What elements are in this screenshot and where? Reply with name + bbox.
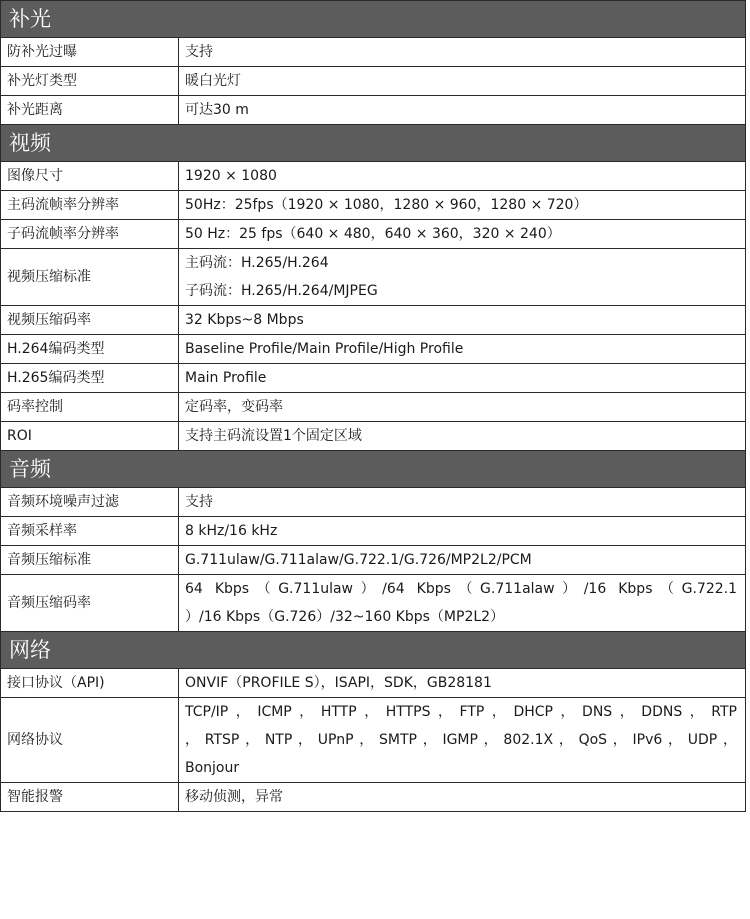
spec-row (1, 96, 746, 125)
spec-value-line: 64 Kbps（G.711ulaw）/64 Kbps（G.711alaw）/16 Kbps（G.722.1 (185, 581, 737, 597)
spec-table-body (1, 1, 746, 812)
spec-label: 音频压缩标准 (1, 546, 179, 575)
spec-value (179, 220, 746, 249)
spec-value-line: G.711ulaw/G.711alaw/G.722.1/G.726/MP2L2/PCM (185, 552, 532, 568)
spec-value (179, 67, 746, 96)
spec-label: H.265编码类型 (1, 364, 179, 393)
spec-value (179, 38, 746, 67)
spec-label: 防补光过曝 (1, 38, 179, 67)
spec-value (179, 96, 746, 125)
spec-value-line: 支持 (185, 44, 213, 60)
spec-label: ROI (1, 422, 179, 451)
spec-value (179, 335, 746, 364)
spec-value (179, 249, 746, 306)
section-header (1, 451, 746, 488)
spec-label: H.264编码类型 (1, 335, 179, 364)
spec-label: 主码流帧率分辨率 (1, 191, 179, 220)
spec-row (1, 191, 746, 220)
spec-label: 补光距离 (1, 96, 179, 125)
spec-label: 子码流帧率分辨率 (1, 220, 179, 249)
spec-label: 视频压缩码率 (1, 306, 179, 335)
spec-label: 音频采样率 (1, 517, 179, 546)
spec-row (1, 67, 746, 96)
section-title: 补光 (1, 1, 746, 38)
spec-row (1, 335, 746, 364)
spec-value (179, 783, 746, 812)
spec-value-line: TCP/IP，ICMP，HTTP，HTTPS，FTP，DHCP，DNS，DDNS，RTP (185, 704, 737, 720)
spec-row (1, 162, 746, 191)
spec-value-line: 32 Kbps~8 Mbps (185, 312, 304, 328)
spec-value-line: 暖白光灯 (185, 73, 241, 89)
section-title: 网络 (1, 632, 746, 669)
spec-value (179, 191, 746, 220)
spec-label: 接口协议（API) (1, 669, 179, 698)
section-title: 视频 (1, 125, 746, 162)
spec-row (1, 698, 746, 783)
spec-value-line: ）/16 Kbps（G.726）/32~160 Kbps（MP2L2） (185, 609, 505, 625)
spec-value-line: Bonjour (185, 760, 240, 776)
spec-row (1, 575, 746, 632)
spec-row (1, 220, 746, 249)
spec-value-line: Main Profile (185, 370, 267, 386)
spec-label: 码率控制 (1, 393, 179, 422)
spec-value-line: 移动侦测，异常 (185, 789, 283, 805)
section-title: 音频 (1, 451, 746, 488)
spec-value (179, 698, 746, 783)
spec-row (1, 783, 746, 812)
spec-label: 音频环境噪声过滤 (1, 488, 179, 517)
spec-value-line: 50Hz：25fps（1920 × 1080，1280 × 960，1280 × 720） (185, 197, 588, 213)
spec-row (1, 249, 746, 306)
spec-value-line: Baseline Profile/Main Profile/High Profile (185, 341, 464, 357)
spec-value-line: 主码流：H.265/H.264 (185, 255, 329, 271)
spec-row (1, 422, 746, 451)
spec-value-line: 子码流：H.265/H.264/MJPEG (185, 283, 378, 299)
spec-row (1, 546, 746, 575)
spec-value-line: ONVIF（PROFILE S），ISAPI，SDK，GB28181 (185, 675, 492, 691)
spec-value-line: ，RTSP，NTP，UPnP，SMTP，IGMP，802.1X，QoS，IPv6，UDP， (185, 732, 737, 748)
spec-value (179, 575, 746, 632)
spec-value-line: 1920 × 1080 (185, 168, 277, 184)
section-header (1, 632, 746, 669)
spec-value (179, 488, 746, 517)
spec-value (179, 669, 746, 698)
section-header (1, 1, 746, 38)
spec-value (179, 517, 746, 546)
spec-row (1, 488, 746, 517)
section-header (1, 125, 746, 162)
spec-label: 音频压缩码率 (1, 575, 179, 632)
spec-value-line: 50 Hz：25 fps（640 × 480，640 × 360，320 × 240） (185, 226, 561, 242)
spec-value (179, 422, 746, 451)
spec-row (1, 669, 746, 698)
spec-value-line: 定码率，变码率 (185, 399, 283, 415)
spec-row (1, 364, 746, 393)
spec-value (179, 546, 746, 575)
spec-value (179, 393, 746, 422)
spec-label: 网络协议 (1, 698, 179, 783)
spec-row (1, 517, 746, 546)
spec-row (1, 393, 746, 422)
spec-row (1, 306, 746, 335)
spec-label: 补光灯类型 (1, 67, 179, 96)
spec-value-line: 支持主码流设置1个固定区域 (185, 428, 362, 444)
spec-row (1, 38, 746, 67)
spec-value (179, 364, 746, 393)
spec-label: 视频压缩标准 (1, 249, 179, 306)
spec-value-line: 支持 (185, 494, 213, 510)
spec-value (179, 306, 746, 335)
spec-value-line: 可达30 m (185, 102, 249, 118)
spec-value-line: 8 kHz/16 kHz (185, 523, 278, 539)
spec-label: 图像尺寸 (1, 162, 179, 191)
spec-value (179, 162, 746, 191)
spec-label: 智能报警 (1, 783, 179, 812)
